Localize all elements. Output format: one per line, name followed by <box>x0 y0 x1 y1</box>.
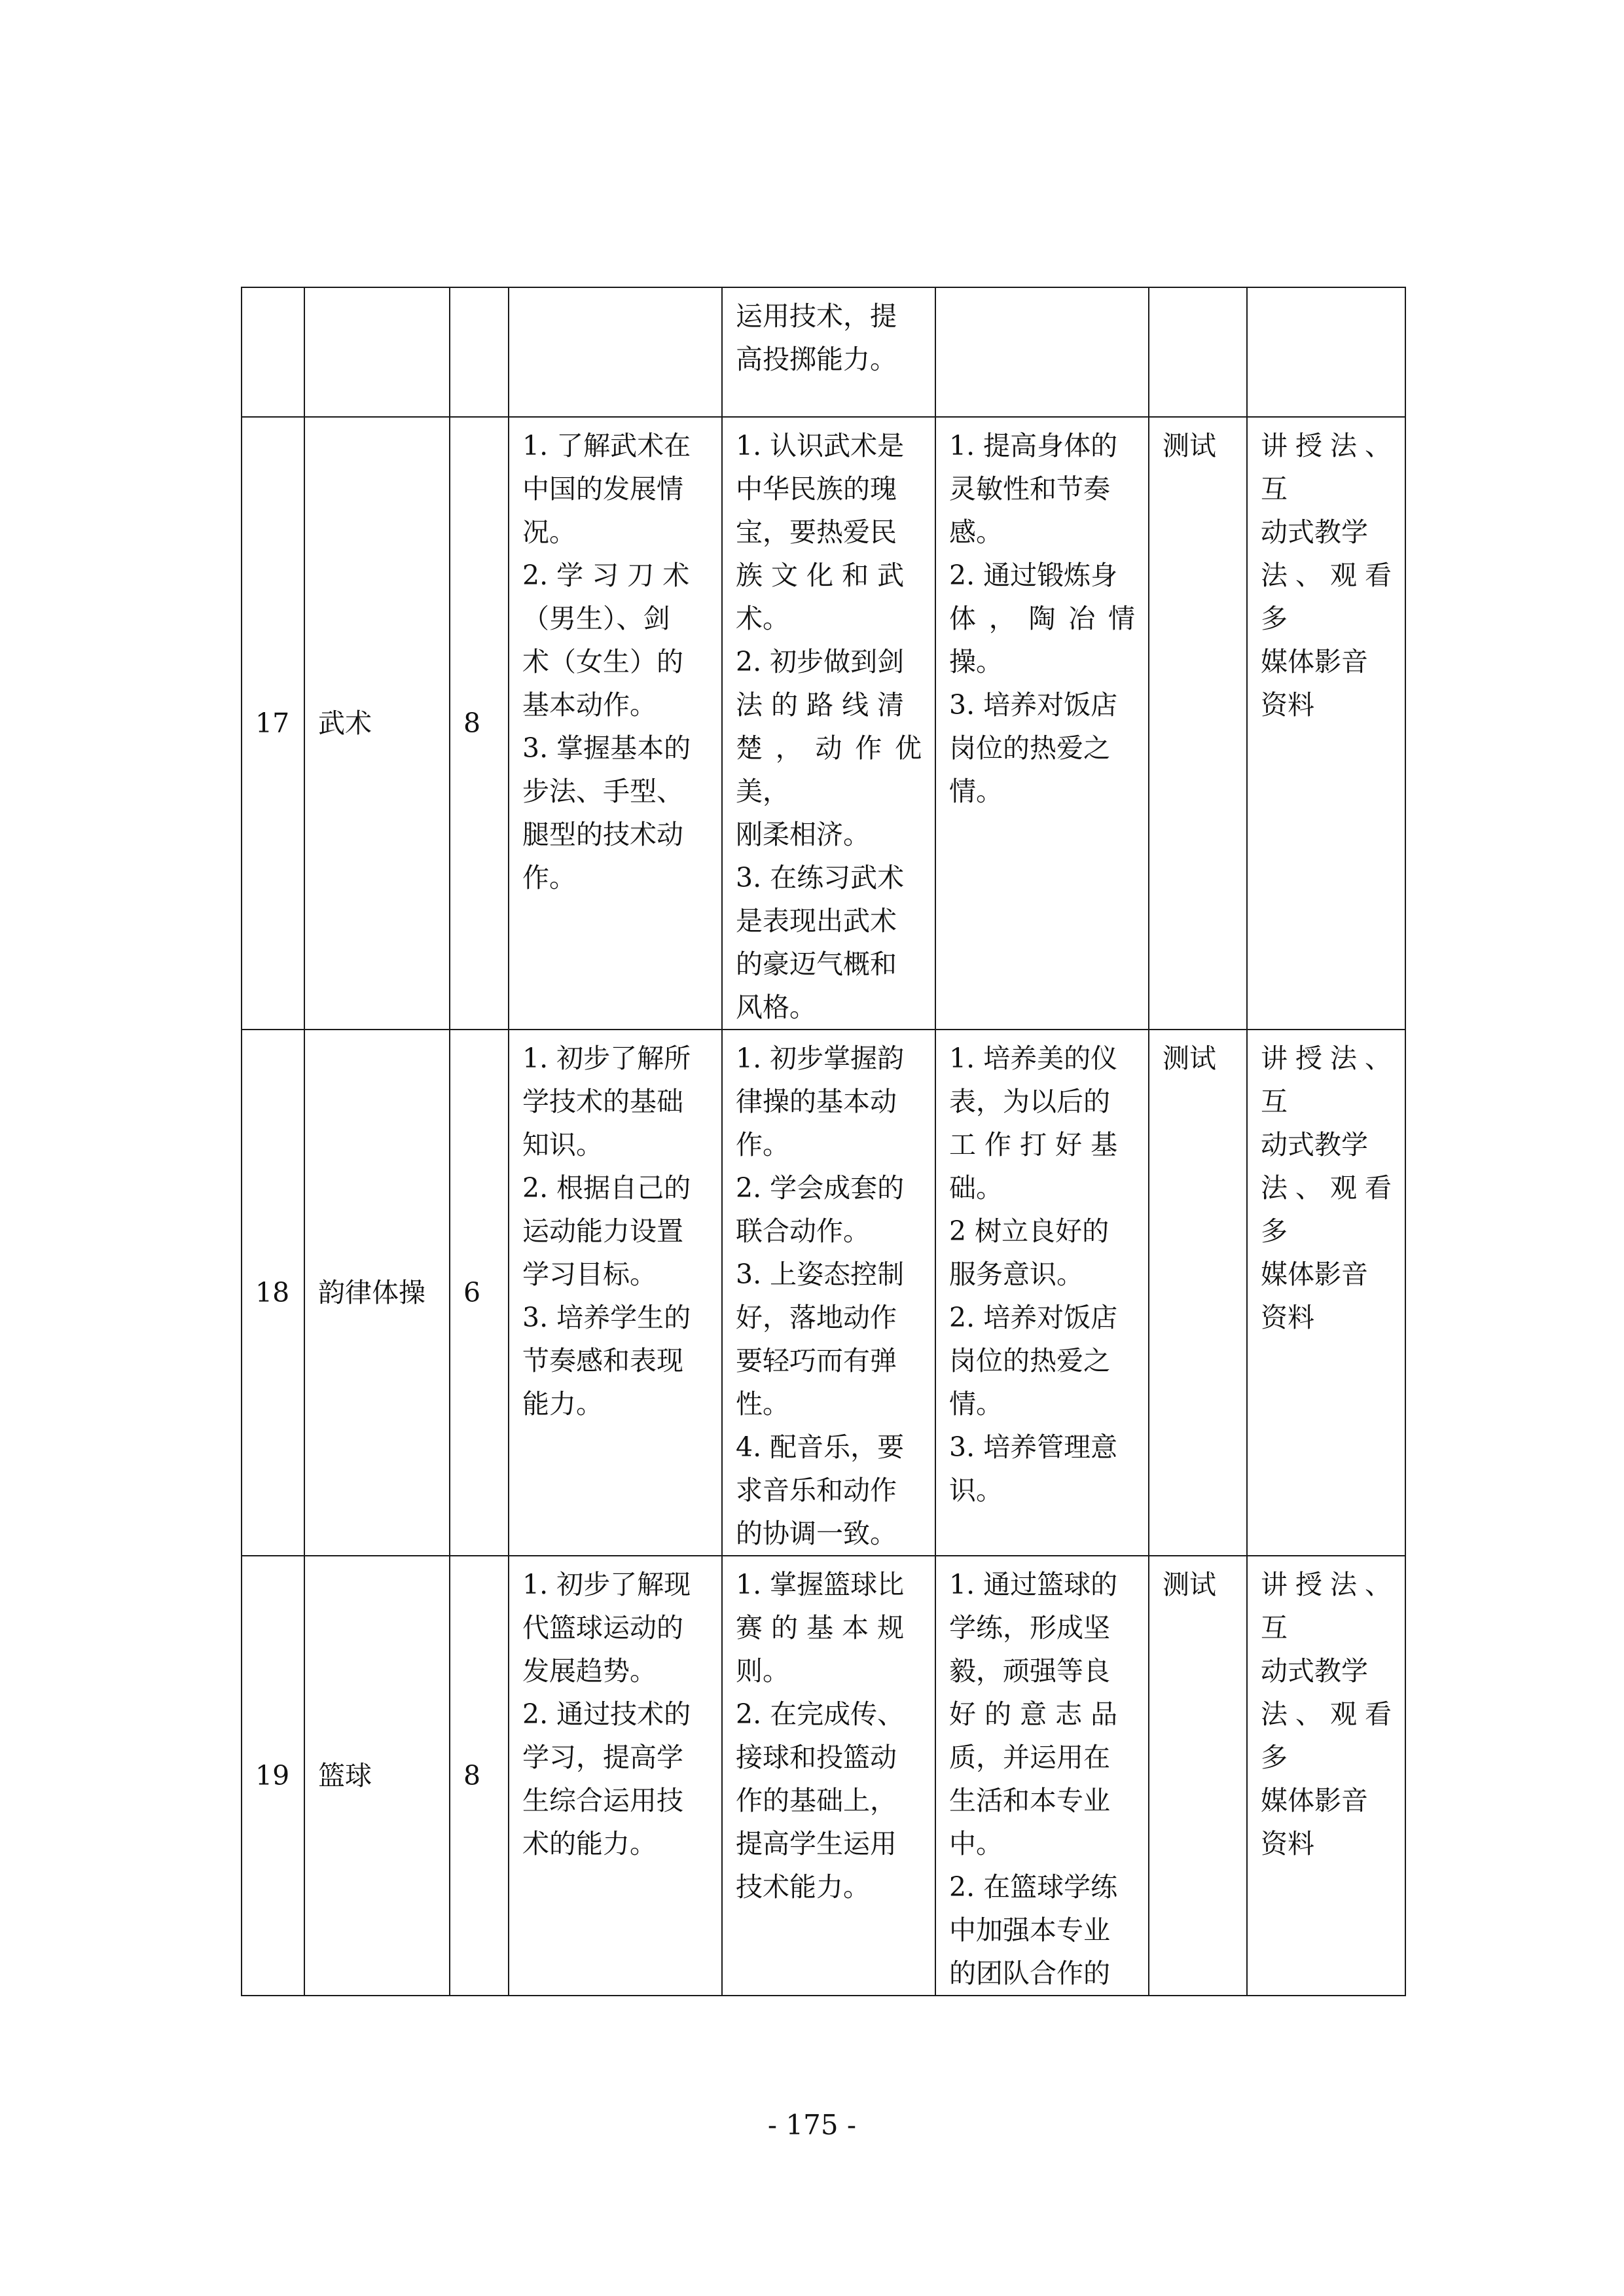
cell-skill-text: 1. 认识武术是 中华民族的瑰 宝，要热爱民 族 文 化 和 武 术。 2. 初步做到剑 法 的 路 线 清 楚，动作优美， 刚柔相济。 3. 在练习武术 是表现出武术 的豪迈气概和 风格。 <box>736 430 922 1023</box>
cell-method <box>1247 417 1405 1030</box>
cell-skill <box>722 287 935 417</box>
cell-quality <box>935 417 1149 1030</box>
cell-method-text: 讲授法、互 动式教学 法、观看多 媒体影音 资料 <box>1261 1569 1392 1859</box>
table-row <box>242 417 1405 1030</box>
cell-quality-text: 1. 通过篮球的 学练，形成坚 毅，顽强等良 好 的 意 志 品 质，并运用在 生活和本专业 中。 2. 在篮球学练 中加强本专业 的团队合作的 <box>949 1569 1118 1989</box>
cell-assessment <box>1149 1556 1247 1996</box>
cell-name-text: 武术 <box>318 708 372 739</box>
cell-skill <box>722 1556 935 1996</box>
cell-no <box>242 1030 304 1556</box>
cell-quality-text: 1. 培养美的仪 表，为以后的 工 作 打 好 基 础。 2 树立良好的 服务意识。 2. 培养对饭店 岗位的热爱之 情。 3. 培养管理意 识。 <box>949 1043 1118 1506</box>
cell-name <box>304 1030 450 1556</box>
cell-assessment-text: 测试 <box>1163 1043 1216 1074</box>
cell-no <box>242 417 304 1030</box>
cell-no <box>242 287 304 417</box>
cell-no-text: 17 <box>255 708 290 739</box>
cell-knowledge-text: 1. 初步了解现 代篮球运动的 发展趋势。 2. 通过技术的 学习，提高学 生综合运用技 术的能力。 <box>522 1569 691 1859</box>
cell-knowledge <box>509 287 722 417</box>
cell-method-text: 讲授法、互 动式教学 法、观看多 媒体影音 资料 <box>1261 430 1392 721</box>
cell-hours-text: 6 <box>463 1277 481 1308</box>
cell-assessment-text: 测试 <box>1163 430 1216 461</box>
cell-skill-text: 运用技术，提 高投掷能力。 <box>736 300 897 375</box>
cell-skill <box>722 1030 935 1556</box>
cell-name <box>304 417 450 1030</box>
cell-hours <box>450 287 509 417</box>
cell-knowledge-text: 1. 初步了解所 学技术的基础 知识。 2. 根据自己的 运动能力设置 学习目标。 3. 培养学生的 节奏感和表现 能力。 <box>522 1043 691 1420</box>
cell-assessment <box>1149 417 1247 1030</box>
cell-no-text: 18 <box>255 1277 290 1308</box>
cell-method <box>1247 1030 1405 1556</box>
table-row <box>242 1556 1405 1996</box>
cell-knowledge-text: 1. 了解武术在 中国的发展情 况。 2. 学 习 刀 术 （男生）、剑 术（女生）的 基本动作。 3. 掌握基本的 步法、手型、 腿型的技术动 作。 <box>522 430 691 893</box>
cell-assessment <box>1149 287 1247 417</box>
cell-skill <box>722 417 935 1030</box>
cell-quality <box>935 1556 1149 1996</box>
cell-method-text: 讲授法、互 动式教学 法、观看多 媒体影音 资料 <box>1261 1043 1392 1333</box>
cell-hours-text: 8 <box>463 1760 481 1791</box>
cell-assessment <box>1149 1030 1247 1556</box>
cell-quality <box>935 287 1149 417</box>
cell-hours <box>450 417 509 1030</box>
table-row <box>242 1030 1405 1556</box>
cell-skill-text: 1. 初步掌握韵 律操的基本动 作。 2. 学会成套的 联合动作。 3. 上姿态控制 好，落地动作 要轻巧而有弹 性。 4. 配音乐，要 求音乐和动作 的协调一致。 <box>736 1043 905 1549</box>
cell-name <box>304 287 450 417</box>
syllabus-table <box>241 287 1406 1996</box>
cell-knowledge <box>509 1030 722 1556</box>
cell-knowledge <box>509 417 722 1030</box>
cell-assessment-text: 测试 <box>1163 1569 1216 1600</box>
cell-hours-text: 8 <box>463 708 481 739</box>
cell-hours <box>450 1556 509 1996</box>
cell-no <box>242 1556 304 1996</box>
cell-method <box>1247 1556 1405 1996</box>
cell-knowledge <box>509 1556 722 1996</box>
cell-quality <box>935 1030 1149 1556</box>
table-row-continuation <box>242 287 1405 417</box>
cell-name-text: 韵律体操 <box>318 1277 425 1308</box>
cell-name-text: 篮球 <box>318 1760 372 1791</box>
cell-hours <box>450 1030 509 1556</box>
cell-method <box>1247 287 1405 417</box>
cell-no-text: 19 <box>255 1760 290 1791</box>
page-number: - 175 - <box>767 2109 857 2141</box>
cell-skill-text: 1. 掌握篮球比 赛 的 基 本 规 则。 2. 在完成传、 接球和投篮动 作的基础上， 提高学生运用 技术能力。 <box>736 1569 905 1903</box>
cell-name <box>304 1556 450 1996</box>
cell-quality-text: 1. 提高身体的 灵敏性和节奏 感。 2. 通过锻炼身 体，陶冶情操。 3. 培养对饭店 岗位的热爱之 情。 <box>949 430 1135 807</box>
